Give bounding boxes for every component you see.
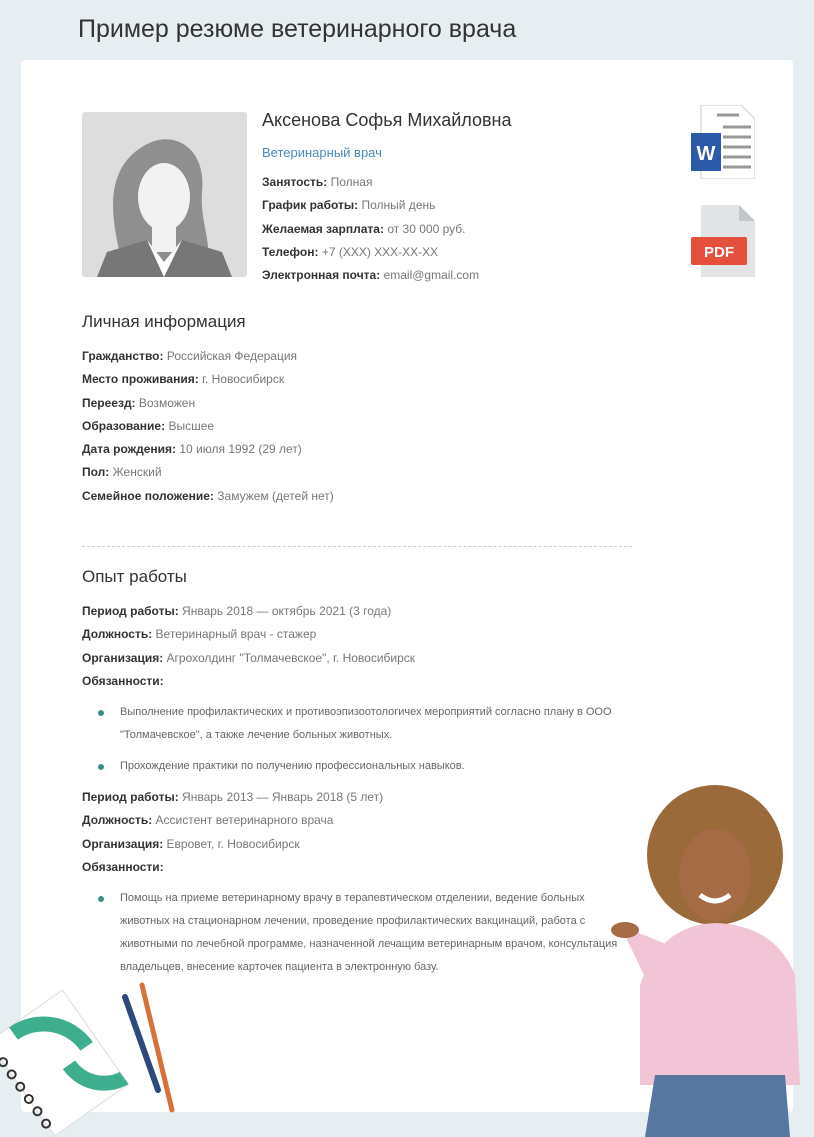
value: Полный день [361,198,436,213]
pdf-file-icon [691,205,755,279]
personal-info-list [82,345,334,508]
list-item: Выполнение профилактических и противоэпизоотологичех мероприятий согласно плану в ООО "Толмачевское", а также лечение больных животных. [98,701,618,747]
duties-list [98,701,618,778]
label: Должность: [82,813,153,828]
label: Телефон: [262,244,319,259]
label: Пол: [82,465,110,480]
value: от 30 000 руб. [387,221,466,236]
label: Занятость: [262,175,328,189]
job-entry [82,786,618,979]
page-title: Пример резюме ветеринарного врача [78,15,517,43]
value: Ветеринарный врач - стажер [155,627,317,642]
personal-info-heading: Личная информация [82,312,246,331]
label: Период работы: [82,790,179,805]
value: Высшее [168,418,215,433]
experience-heading: Опыт работы [82,567,187,586]
candidate-name: Аксенова Софья Михайловна [262,110,512,130]
download-pdf-button[interactable] [691,205,751,277]
label: Желаемая зарплата: [262,221,384,236]
label: Электронная почта: [262,268,381,283]
value: +7 (XXX) XXX-XX-XX [321,244,439,259]
value: Возможен [138,395,196,410]
value: Январь 2018 — октябрь 2021 (3 года) [182,604,392,618]
section-divider [82,546,632,547]
svg-text:W: W [696,143,716,165]
experience-list [82,600,618,987]
contact-line [262,171,479,194]
value: Российская Федерация [166,349,298,363]
avatar-placeholder [82,112,247,277]
contact-line [262,218,479,241]
label: График работы: [262,198,359,213]
label: Семейное положение: [82,488,214,503]
label: Образование: [82,418,166,433]
notebook-pencils-illustration [0,975,190,1137]
value: Евровет, г. Новосибирск [166,836,300,851]
contact-line [262,241,479,264]
duties-list [98,887,618,979]
label: Организация: [82,650,164,665]
value: Ассистент ветеринарного врача [155,813,334,828]
person-silhouette-icon [82,112,247,277]
label: Дата рождения: [82,442,177,457]
label: Обязанности: [82,673,164,688]
label: Период работы: [82,604,179,618]
label: Место проживания: [82,372,199,387]
label: Должность: [82,627,153,642]
svg-text:PDF: PDF [704,244,734,261]
list-item: Прохождение практики по получению профессиональных навыков. [98,755,618,778]
candidate-role: Ветеринарный врач [262,145,382,160]
value: email@gmail.com [383,268,480,283]
value: Замужем (детей нет) [217,488,334,503]
value: Полная [330,175,373,189]
label: Переезд: [82,395,136,410]
value: Агрохолдинг "Толмачевское", г. Новосибирск [166,650,416,665]
job-entry [82,600,618,778]
contact-info [262,171,479,287]
value: Женский [112,465,162,480]
download-word-button[interactable] [691,105,751,177]
list-item: Помощь на приеме ветеринарному врачу в терапевтическом отделении, ведение больных животных на стационарном лечении, проведение профилактических вакцинаций, работа с животными по лечебной программе, назначенной лечащим ветеринарным врачом, консультация владельцев, внесение карточек пациента в электронную базу. [98,887,618,979]
woman-photo-illustration [600,785,814,1137]
value: г. Новосибирск [202,372,285,387]
contact-line [262,194,479,217]
label: Обязанности: [82,860,164,875]
value: 10 июля 1992 (29 лет) [179,442,302,457]
label: Гражданство: [82,349,164,363]
contact-line [262,264,479,287]
label: Организация: [82,836,164,851]
value: Январь 2013 — Январь 2018 (5 лет) [182,790,384,805]
word-file-icon [691,105,755,179]
